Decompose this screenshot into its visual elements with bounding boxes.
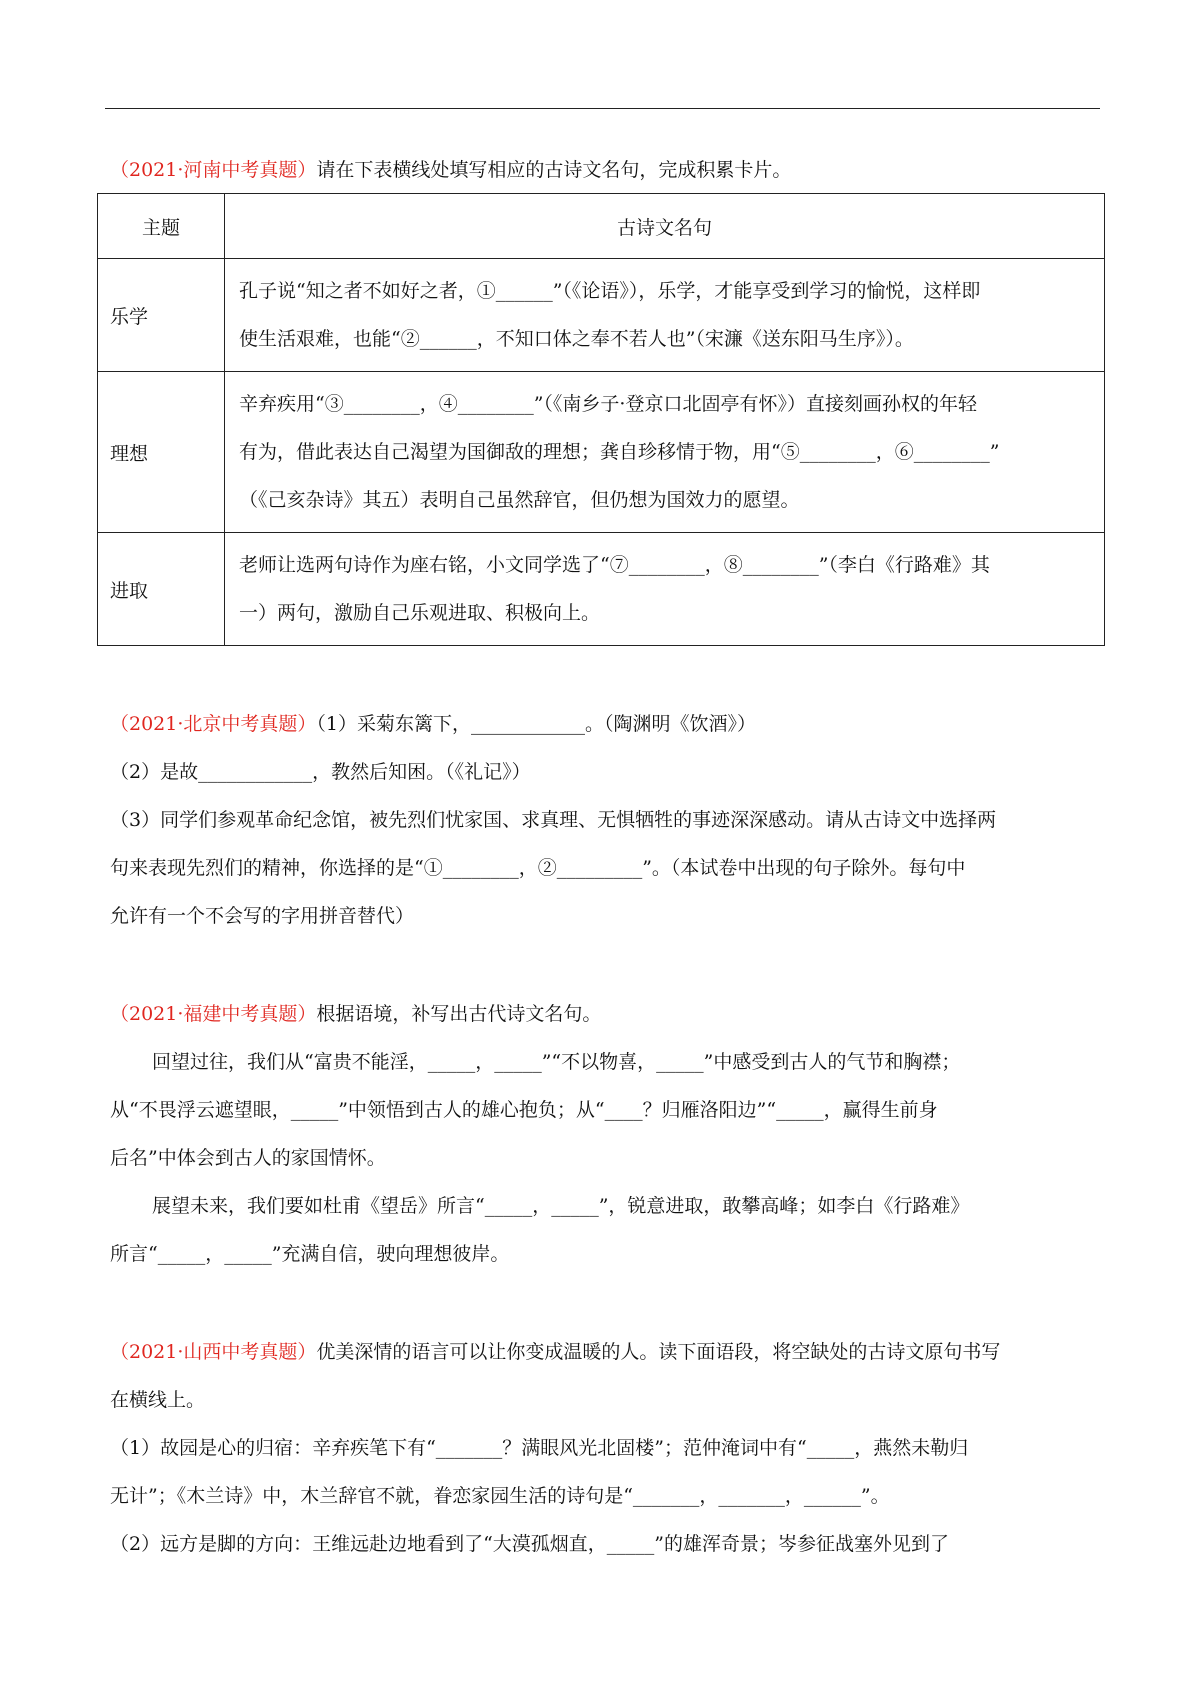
question-line: 所言“_____，_____”充满自信，驶向理想彼岸。 [110,1243,510,1265]
question-prompt: 根据语境，补写出古代诗文名句。 [316,1003,602,1025]
question-line: 回望过往，我们从“富贵不能淫，_____，_____”“不以物喜，_____”中感受到古人的气节和胸襟； [152,1051,961,1073]
row-line: 辛弃疾用“③________，④________”（《南乡子·登京口北固亭有怀》）直接刻画孙权的年轻 [239,393,977,415]
row-theme: 理想 [98,372,225,533]
row-content [225,533,1105,646]
header-verse: 古诗文名句 [225,194,1105,259]
row-line: 使生活艰难，也能“②______，不知口体之奉不若人也”（宋濂《送东阳马生序》）。 [239,328,914,350]
page-top-rule [105,108,1100,109]
source-tag: （2021·山西中考真题） [110,1341,317,1363]
question-line: 句来表现先烈们的精神，你选择的是“①________，②_________”。（本试卷中出现的句子除外。每句中 [110,857,966,879]
row-line: 孔子说“知之者不如好之者，①______”（《论语》），乐学，才能享受到学习的愉悦，这样即 [239,280,981,302]
question-line: 后名”中体会到古人的家国情怀。 [110,1147,386,1169]
row-line: 有为，借此表达自己渴望为国御敌的理想；龚自珍移情于物，用“⑤________，⑥________” [239,441,1000,463]
question-henan-title [110,146,1095,194]
question-line: （2）远方是脚的方向：王维远赴边地看到了“大漠孤烟直，_____”的雄浑奇景；岑参征战塞外见到了 [110,1533,950,1555]
row-content [225,259,1105,372]
question-text: （1）采菊东篱下，____________。（陶渊明《饮酒》） [316,713,756,735]
question-line: 在横线上。 [110,1389,206,1411]
question-line: （2）是故____________，教然后知困。（《礼记》） [110,761,531,783]
question-line: 允许有一个不会写的字用拼音替代） [110,905,415,927]
question-line: 从“不畏浮云遮望眼，_____”中领悟到古人的雄心抱负；从“____？归雁洛阳边”“_____，赢得生前身 [110,1099,938,1121]
header-theme: 主题 [98,194,225,259]
row-theme: 进取 [98,533,225,646]
table-row [98,259,1105,372]
table-header-row [98,194,1105,259]
question-line: 无计”；《木兰诗》中，木兰辞官不就，眷恋家园生活的诗句是“_______，_______，______”。 [110,1485,890,1507]
row-line: 一）两句，激励自己乐观进取、积极向上。 [239,602,601,624]
question-prompt: 优美深情的语言可以让你变成温暖的人。读下面语段，将空缺处的古诗文原句书写 [316,1341,1001,1363]
table-row [98,533,1105,646]
row-line: （《己亥杂诗》其五）表明自己虽然辞官，但仍想为国效力的愿望。 [239,489,800,511]
question-line [110,700,1095,748]
row-content [225,372,1105,533]
question-line [110,1328,1095,1376]
accumulation-card-table [97,193,1105,646]
question-prompt: 请在下表横线处填写相应的古诗文名句，完成积累卡片。 [316,159,792,181]
question-line: 展望未来，我们要如杜甫《望岳》所言“_____，_____”，锐意进取，敢攀高峰；如李白《行路难》 [152,1195,970,1217]
source-tag: （2021·河南中考真题） [110,159,317,181]
row-line: 老师让选两句诗作为座右铭，小文同学选了“⑦________，⑧________”（李白《行路难》其 [239,554,990,576]
question-line: （1）故园是心的归宿：辛弃疾笔下有“_______？满眼风光北固楼”；范仲淹词中有“_____，燕然未勒归 [110,1437,969,1459]
question-henan [110,146,1095,194]
question-beijing [110,700,1095,940]
question-fujian [110,990,1095,1278]
source-tag: （2021·福建中考真题） [110,1003,317,1025]
question-line: （3）同学们参观革命纪念馆，被先烈们忧家国、求真理、无惧牺牲的事迹深深感动。请从古诗文中选择两 [110,809,997,831]
question-shanxi [110,1328,1095,1568]
source-tag: （2021·北京中考真题） [110,713,317,735]
row-theme: 乐学 [98,259,225,372]
table-row [98,372,1105,533]
question-line [110,990,1095,1038]
